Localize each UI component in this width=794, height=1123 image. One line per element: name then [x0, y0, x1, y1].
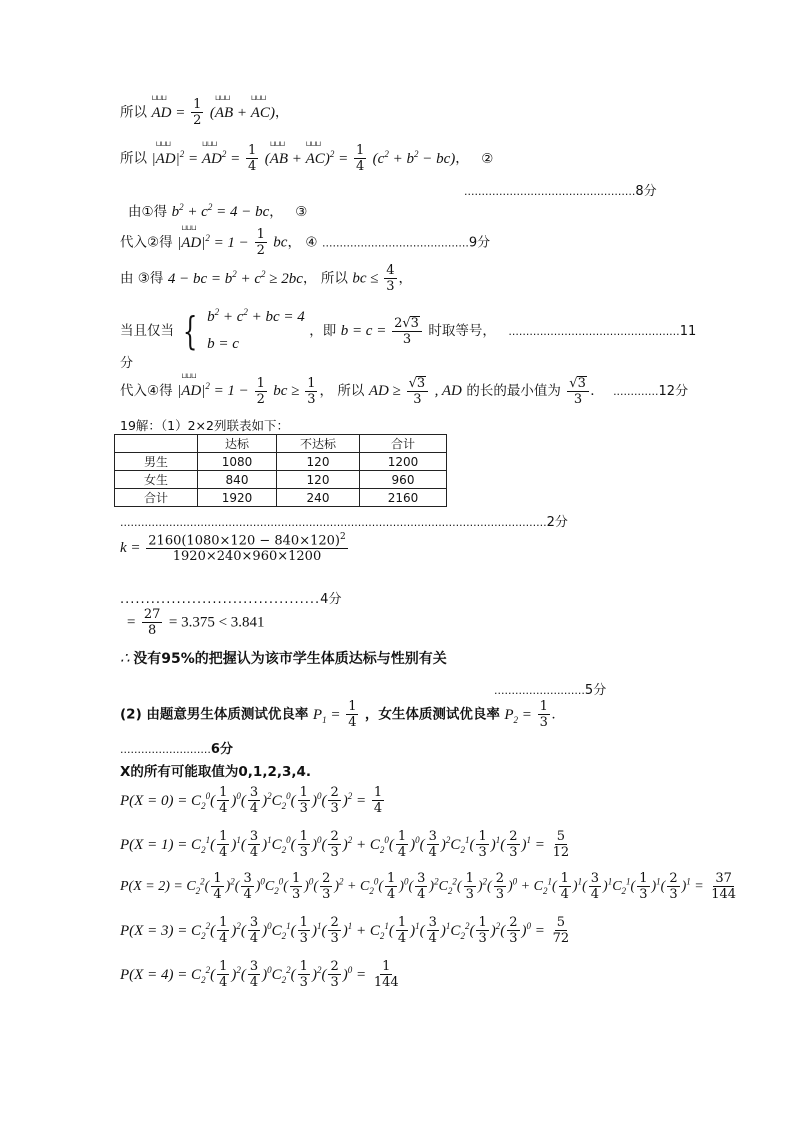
- part2-rates: (2) 由题意男生体质测试优良率 $P_1$ = $\frac{1}{4}$ ，女生体质测试优良率 $P_2$ = $\frac{1}{3}$ .: [120, 699, 556, 730]
- table-cell: 2160: [360, 489, 447, 507]
- inequality-line: 由 ③得 4 − bc = $b^2 + c^2 \ge 2bc$， 所以 bc ≤ $\frac{4}{3}$ ，: [120, 263, 413, 294]
- table-cell: 合计: [360, 435, 447, 453]
- score-5: ..........................5分: [494, 683, 607, 698]
- score-4: .......................................4分: [120, 592, 342, 607]
- k-result: = $\frac{27}{8}$ = 3.375 < 3.841: [126, 607, 265, 638]
- minimum-ad-line: 代入④得 |⊔⊔⊔ $AD|^2 = 1$ − $\frac{1}{2}$ bc ≥ $\frac{1}{3}$ ， 所以 AD ≥ $\frac{√3}{3}$ , AD 的长的最小值为 $\frac{√3}{3}$ . .............12分: [120, 376, 688, 406]
- table-cell: 1920: [198, 489, 277, 507]
- table-cell: 120: [277, 453, 360, 471]
- equation-4-line: 代入②得 |⊔⊔⊔ $AD|^2 = 1$ − $\frac{1}{2}$ bc， ④ ..........................................9分: [120, 228, 490, 257]
- table-cell: 不达标: [277, 435, 360, 453]
- table-cell: [115, 435, 198, 453]
- table-cell: 1080: [198, 453, 277, 471]
- x-values: X的所有可能取值为0,1,2,3,4.: [120, 764, 312, 780]
- table-cell: 合计: [115, 489, 198, 507]
- score-8: .................................................8分: [464, 184, 657, 199]
- score-6: ..........................6分: [120, 742, 233, 757]
- p-x-2: $P(X = 2) = C_2^2$( $\frac{1}{4}$ )$^2$( $\frac{3}{4}$ )$^0C_2^0$( $\frac{1}{3}$ )$^0$( $\frac{2}{3}$ )$^2 + C_2^0$( $\frac{1}{4}$ )$^0$( $\frac{3}{4}$ )$^2C_2^2$( $\frac{1}{3}$ )$^2$( $\frac{2}{3}$ )$^0 + C_2^1$( $\frac{1}{4}$ )$^1$( $\frac{3}{4}$ )$^1C_2^1$( $\frac{1}{3}$ )$^1$( $\frac{2}{3}$ )$^1$ = $\frac{37}{144}$: [120, 871, 737, 902]
- table-row: [115, 489, 447, 507]
- conclusion: ∴ 没有95%的把握认为该市学生体质达标与性别有关: [120, 651, 447, 667]
- score-11-unit: 分: [120, 356, 134, 371]
- equation-3-line: 由①得 $b^2 + c^2 = 4$ − bc， ③: [128, 202, 308, 220]
- table-header-row: [115, 435, 447, 453]
- equality-condition-line: 当且仅当 { $b^2 + c^2$ + bc = 4 b = c ，即 b = c = $\frac{2√3}{3}$ 时取等号， .................................................11: [120, 307, 697, 353]
- p-x-3: $P(X = 3) = C_2^2$( $\frac{1}{4}$ )$^2$( $\frac{3}{4}$ )$^0C_2^1$( $\frac{1}{3}$ )$^1$( $\frac{2}{3}$ )$^1 + C_2^1$( $\frac{1}{4}$ )$^1$( $\frac{3}{4}$ )$^1C_2^2$( $\frac{1}{3}$ )$^2$( $\frac{2}{3}$ )$^0$ = $\frac{5}{72}$: [120, 915, 570, 946]
- table-row: [115, 471, 447, 489]
- table-cell: 120: [277, 471, 360, 489]
- score-2: ..........................................................................................................................2分: [120, 515, 568, 530]
- p-x-4: $P(X = 4) = C_2^2$( $\frac{1}{4}$ )$^2$( $\frac{3}{4}$ )$^0C_2^2$( $\frac{1}{3}$ )$^2$( $\frac{2}{3}$ )$^0$ = $\frac{1}{144}$: [120, 959, 399, 990]
- table-cell: 1200: [360, 453, 447, 471]
- table-cell: 960: [360, 471, 447, 489]
- k-formula: k = $\frac{2160(1080\times 120 - 840\times 120)^2}{1920\times 240\times 960\times 1200}$: [120, 532, 346, 565]
- p-x-0: $P(X = 0) = C_2^0$( $\frac{1}{4}$ )$^0$( $\frac{3}{4}$ )$^2C_2^0$( $\frac{1}{3}$ )$^0$( $\frac{2}{3}$ )$^2$ = $\frac{1}{4}$: [120, 785, 383, 816]
- q19-intro: 19解：（1）2×2列联表如下：: [120, 418, 289, 433]
- p-x-1: $P(X = 1) = C_2^1$( $\frac{1}{4}$ )$^1$( $\frac{3}{4}$ )$^1C_2^0$( $\frac{1}{3}$ )$^0$( $\frac{2}{3}$ )$^2 + C_2^0$( $\frac{1}{4}$ )$^0$( $\frac{3}{4}$ )$^2C_2^1$( $\frac{1}{3}$ )$^1$( $\frac{2}{3}$ )$^1$ = $\frac{5}{12}$: [120, 829, 570, 860]
- table-cell: 840: [198, 471, 277, 489]
- table-cell: 240: [277, 489, 360, 507]
- table-row: [115, 453, 447, 471]
- contingency-table: [114, 434, 447, 507]
- table-cell: 男生: [115, 453, 198, 471]
- vector-ad-squared-line: 所以 |⊔⊔⊔ $AD|^2$ = ⊔⊔⊔ $AD^2$ = $\frac{1}{4}$ (⊔⊔⊔ AB + ⊔⊔⊔ AC)$^2$ = $\frac{1}{4}$ $(c^2 + b^2 - bc)$， ②: [120, 144, 493, 173]
- table-cell: 达标: [198, 435, 277, 453]
- vector-ad-line: 所以 ⊔⊔⊔ AD = $\frac{1}{2}$ (⊔⊔⊔ AB + ⊔⊔⊔ AC)，: [120, 98, 288, 127]
- table-cell: 女生: [115, 471, 198, 489]
